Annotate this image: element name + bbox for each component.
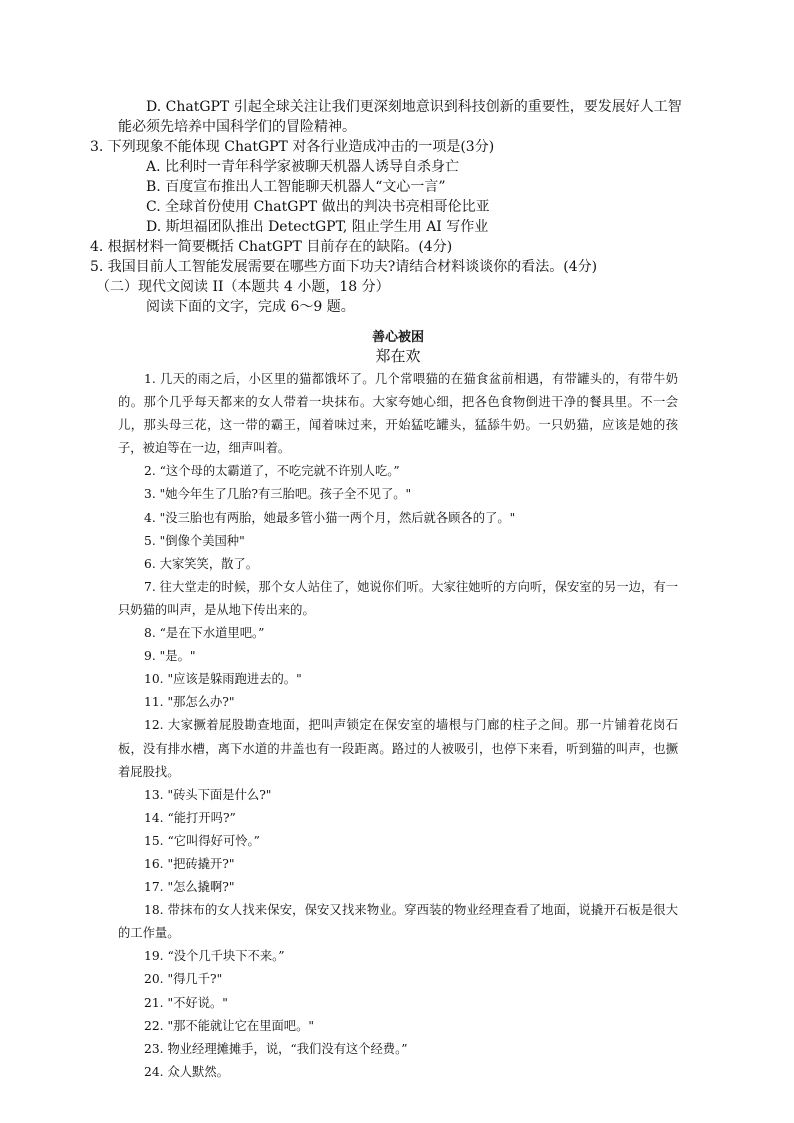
story-paragraph: 19. “没个几千块下不来。” — [144, 949, 285, 964]
story-paragraph: 8. “是在下水道里吧。” — [144, 626, 265, 641]
story-paragraph: 16. "把砖撬开?" — [144, 856, 235, 871]
story-paragraph: 23. 物业经理摊摊手，说，“我们没有这个经费。” — [144, 1041, 408, 1056]
question-3-option-c: C. 全球首份使用 ChatGPT 做出的判决书亮相哥伦比亚 — [146, 199, 490, 215]
story-paragraph: 5. "倒像个美国种" — [144, 533, 245, 548]
story-paragraph: 12. 大家撅着屁股勘查地面，把叫声锁定在保安室的墙根与门廊的柱子之间。那一片铺着花岗石板，没有排水槽，离下水道的井盖也有一段距离。路过的人被吸引，也停下来看，听到猫的叫声，也撅着屁股找。 — [118, 718, 678, 779]
story-paragraph: 3. "她今年生了几胎?有三胎吧。孩子全不见了。" — [144, 487, 412, 502]
story-paragraph: 15. “它叫得好可怜。” — [144, 833, 260, 848]
question-3: 3. 下列现象不能体现 ChatGPT 对各行业造成冲击的一项是(3分) — [90, 139, 495, 155]
option-d-line-1: D. ChatGPT 引起全球关注让我们更深刻地意识到科技创新的重要性，要发展好人工智 — [146, 99, 682, 115]
story-paragraph: 6. 大家笑笑，散了。 — [144, 556, 259, 571]
question-block — [90, 97, 682, 317]
story-paragraph: 4. "没三胎也有两胎，她最多管小猫一两个月，然后就各顾各的了。" — [144, 510, 516, 525]
story-paragraph: 21. "不好说。" — [144, 995, 228, 1010]
story-body — [118, 368, 678, 1084]
story-paragraph: 7. 往大堂走的时候，那个女人站住了，她说你们听。大家往她听的方向听，保安室的另一边，有一只奶猫的叫声，是从地下传出来的。 — [118, 579, 678, 617]
story-author: 郑在欢 — [375, 347, 421, 365]
section-heading: （二）现代文阅读 II（本题共 4 小题，18 分） — [96, 279, 390, 295]
story-paragraph: 24. 众人默然。 — [144, 1064, 229, 1079]
story-paragraph: 10. "应该是躲雨跑进去的。" — [144, 672, 302, 687]
story-paragraph: 17. "怎么撬啊?" — [144, 880, 235, 895]
story-paragraph: 13. "砖头下面是什么?" — [144, 787, 272, 802]
story-paragraph: 22. "那不能就让它在里面吧。" — [144, 1018, 315, 1033]
story-paragraph: 2. “这个母的太霸道了，不吃完就不许别人吃。” — [144, 464, 400, 479]
story-paragraph: 20. "得几千?" — [144, 972, 223, 987]
story-paragraph: 1. 几天的雨之后，小区里的猫都饿坏了。几个常喂猫的在猫食盆前相遇，有带罐头的，有带牛奶的。那个几乎每天都来的女人带着一块抹布。大家夸她心细，把各色食物倒进干净的餐具里。不一会儿，那头母三花，这一带的霸王，闻着味过来，开始猛吃罐头，猛舔牛奶。一只奶猫，应该是她的孩子，被迫等在一边，细声叫着。 — [118, 372, 678, 456]
question-3-option-b: B. 百度宣布推出人工智能聊天机器人“文心一言” — [146, 179, 446, 195]
question-3-option-d: D. 斯坦福团队推出 DetectGPT, 阻止学生用 AI 写作业 — [146, 219, 489, 235]
story-title: 善心被困 — [371, 330, 424, 345]
question-3-option-a: A. 比利时一青年科学家被聊天机器人诱导自杀身亡 — [146, 159, 460, 175]
story-paragraph: 14. “能打开吗?” — [144, 810, 236, 825]
story-paragraph: 9. "是。" — [144, 649, 196, 664]
story-paragraph: 18. 带抹布的女人找来保安，保安又找来物业。穿西装的物业经理查看了地面，说撬开石板是很大的工作量。 — [118, 903, 678, 941]
reading-instruction: 阅读下面的文字，完成 6～9 题。 — [146, 299, 355, 315]
question-4: 4. 根据材料一简要概括 ChatGPT 目前存在的缺陷。(4分) — [90, 239, 453, 255]
option-d-line-2: 能必须先培养中国科学们的冒险精神。 — [118, 119, 356, 135]
question-5: 5. 我国目前人工智能发展需要在哪些方面下功夫?请结合材料谈谈你的看法。(4分) — [90, 259, 598, 275]
story-paragraph: 11. "那怎么办?" — [144, 695, 235, 710]
